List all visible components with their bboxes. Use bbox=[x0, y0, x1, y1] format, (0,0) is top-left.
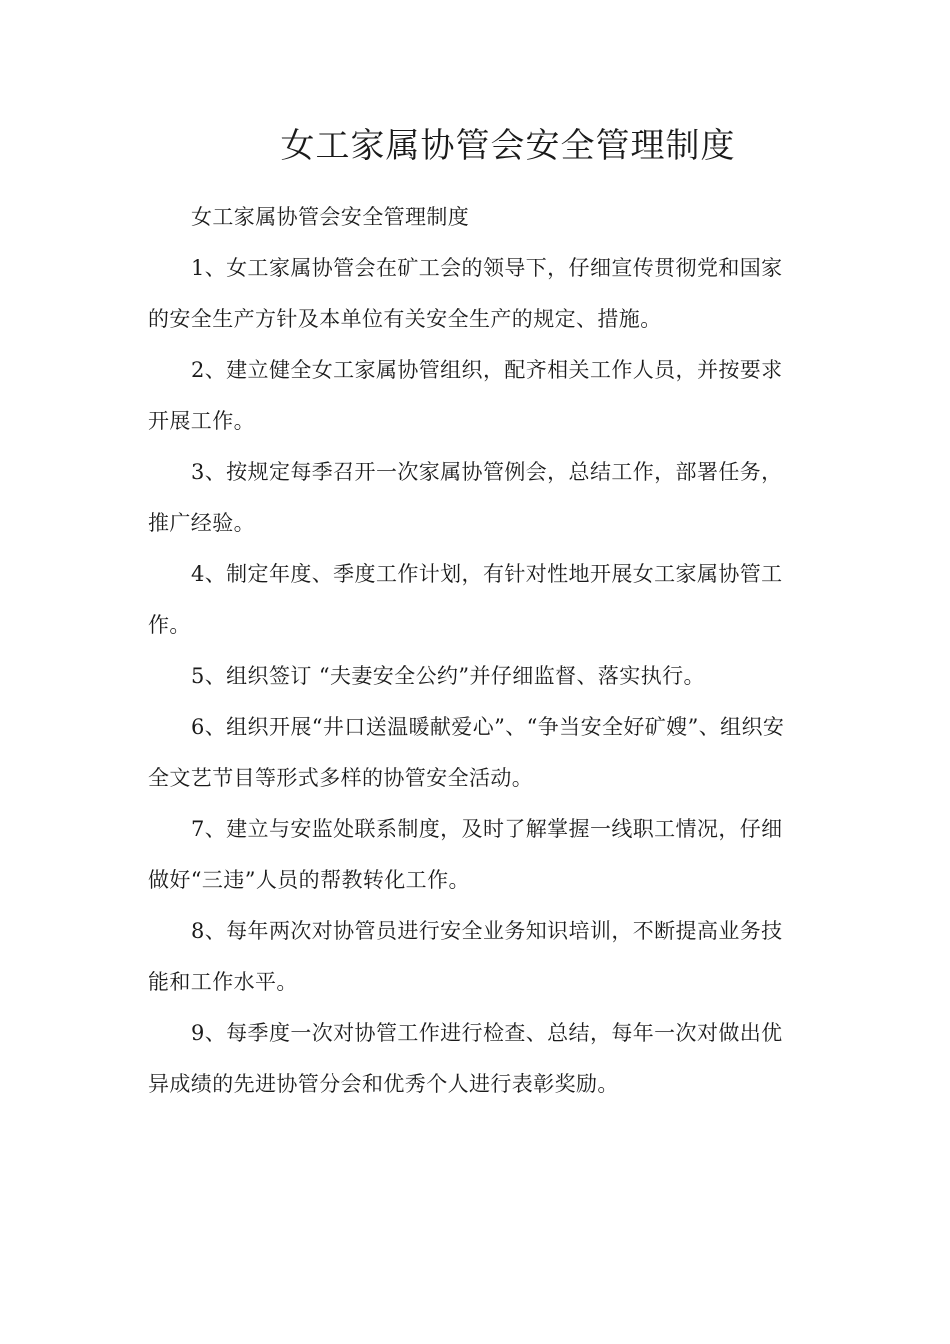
rule-paragraph-9: 9、每季度一次对协管工作进行检查、总结，每年一次对做出优异成绩的先进协管分会和优秀个人进行表彰奖励。 bbox=[148, 1021, 783, 1096]
rule-paragraph-1: 1、女工家属协管会在矿工会的领导下，仔细宣传贯彻党和国家的安全生产方针及本单位有关安全生产的规定、措施。 bbox=[148, 256, 783, 331]
rule-paragraph-7: 7、建立与安监处联系制度，及时了解掌握一线职工情况，仔细做好“三违”人员的帮教转化工作。 bbox=[148, 817, 783, 892]
document-title: 女工家属协管会安全管理制度 bbox=[280, 126, 736, 166]
rule-paragraph-5: 5、组织签订 “夫妻安全公约”并仔细监督、落实执行。 bbox=[191, 664, 705, 688]
rule-paragraph-6: 6、组织开展“井口送温暖献爱心”、“争当安全好矿嫂”、组织安全文艺节目等形式多样的协管安全活动。 bbox=[148, 715, 785, 790]
document-subtitle: 女工家属协管会安全管理制度 bbox=[191, 205, 470, 229]
rule-paragraph-4: 4、制定年度、季度工作计划，有针对性地开展女工家属协管工作。 bbox=[148, 562, 783, 637]
rule-paragraph-2: 2、建立健全女工家属协管组织，配齐相关工作人员，并按要求开展工作。 bbox=[148, 358, 783, 433]
rule-paragraph-3: 3、按规定每季召开一次家属协管例会，总结工作，部署任务，推广经验。 bbox=[148, 460, 783, 535]
document-body bbox=[148, 192, 802, 1110]
rule-paragraph-8: 8、每年两次对协管员进行安全业务知识培训，不断提高业务技能和工作水平。 bbox=[148, 919, 783, 994]
